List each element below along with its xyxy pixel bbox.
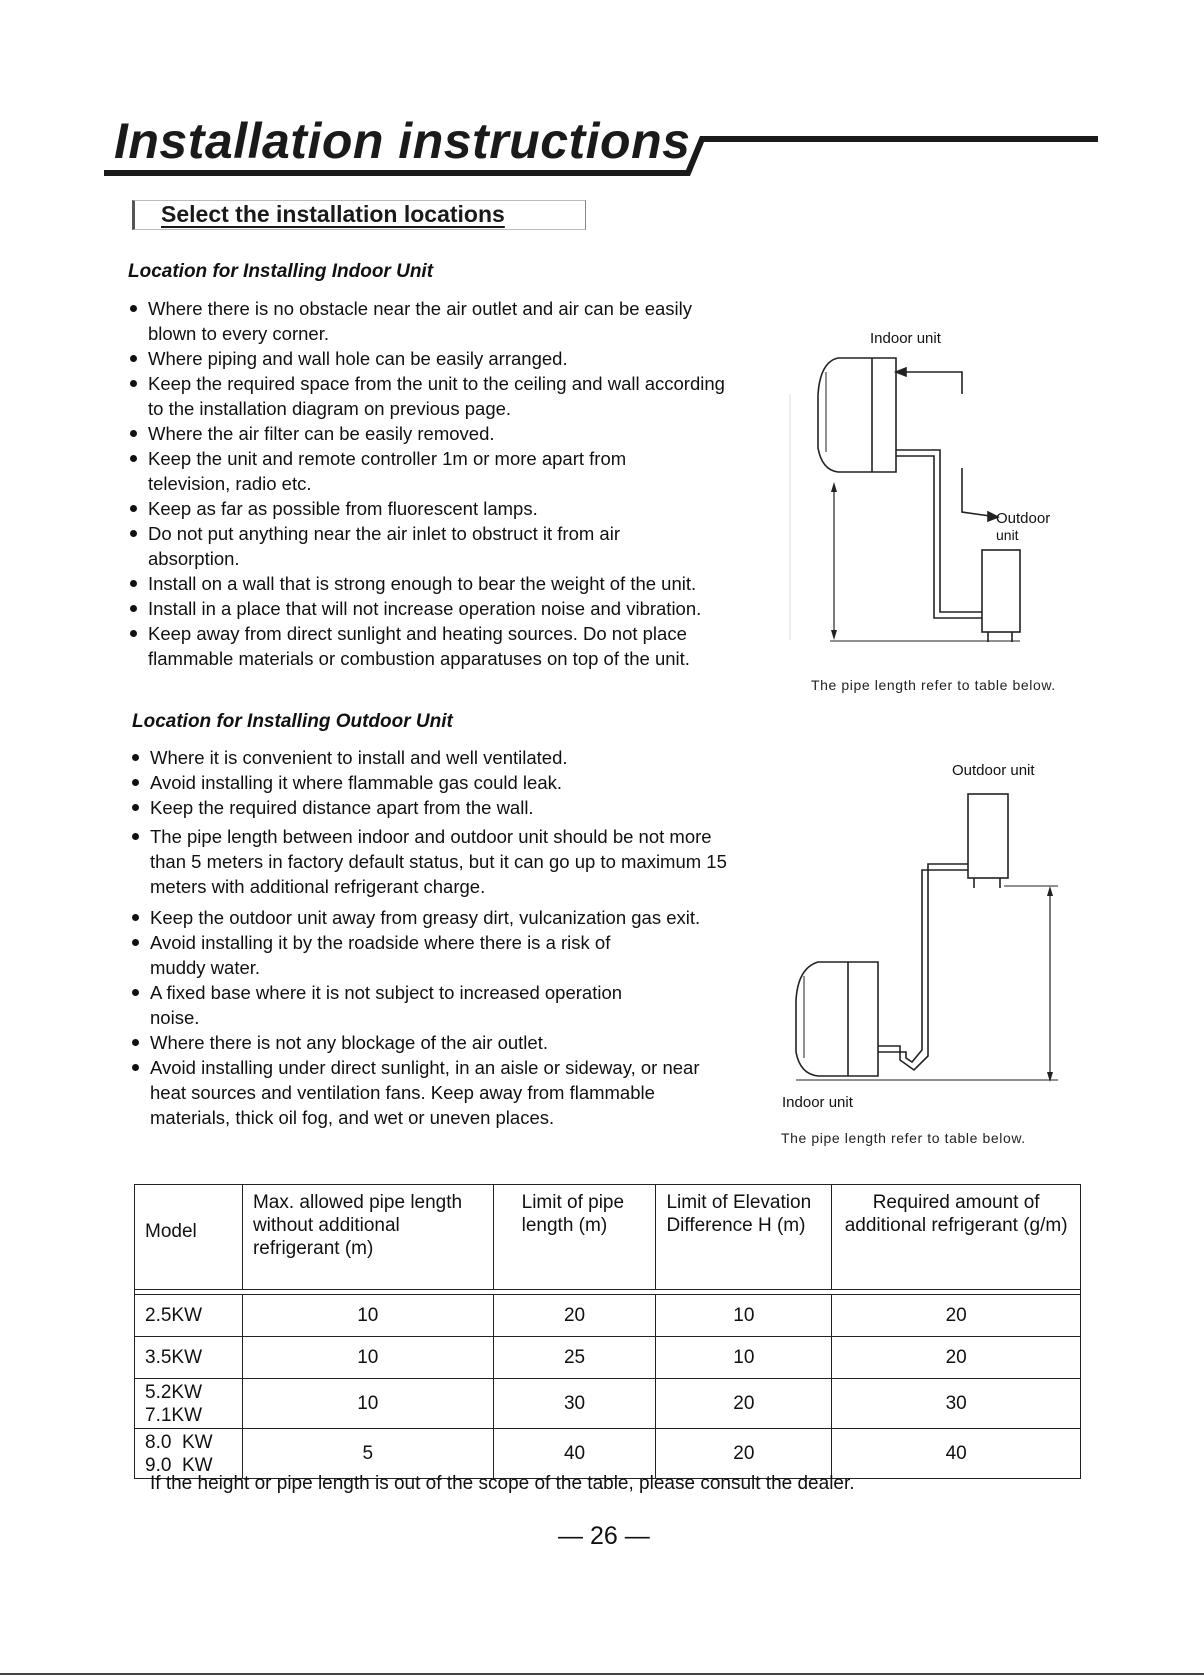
- table-cell: 10: [656, 1295, 832, 1337]
- model-line: 9.0 KW: [145, 1454, 213, 1476]
- list-item: Keep away from direct sunlight and heating sources. Do not place flammable materials or combustion apparatuses on top of the unit.: [126, 621, 786, 671]
- diagram2-indoor-label: Indoor unit: [782, 1094, 853, 1111]
- table-row: [135, 1429, 1081, 1479]
- pipe-length-table: [134, 1184, 1081, 1479]
- model-cell: [135, 1429, 243, 1479]
- table-footnote: If the height or pipe length is out of the scope of the table, please consult the dealer.: [150, 1473, 855, 1494]
- table-header-row: [135, 1185, 1081, 1290]
- list-item: Install in a place that will not increase operation noise and vibration.: [126, 596, 786, 621]
- table-row: [135, 1295, 1081, 1337]
- column-header: Model: [135, 1185, 243, 1290]
- list-item: Avoid installing under direct sunlight, in an aisle or sideway, or near heat sources and ventilation fans. Keep away from flammable materials, thick oil fog, and wet or uneven places.: [128, 1055, 748, 1130]
- table-cell: 25: [493, 1337, 656, 1379]
- list-item: Avoid installing it where flammable gas could leak.: [128, 770, 748, 795]
- diagram1-caption: The pipe length refer to table below.: [811, 677, 1056, 693]
- diagram2-caption: The pipe length refer to table below.: [781, 1130, 1026, 1146]
- table-cell: 30: [493, 1379, 656, 1429]
- list-item: Where there is no obstacle near the air outlet and air can be easily blown to every corner.: [126, 296, 786, 346]
- table-cell: 10: [656, 1337, 832, 1379]
- table-cell: 20: [656, 1379, 832, 1429]
- list-item: Where the air filter can be easily removed.: [126, 421, 786, 446]
- table-cell: 20: [493, 1295, 656, 1337]
- list-item: Keep the outdoor unit away from greasy dirt, vulcanization gas exit.: [128, 905, 748, 930]
- table-row: [135, 1337, 1081, 1379]
- model-line: 8.0 KW: [145, 1431, 213, 1453]
- outdoor-location-heading: Location for Installing Outdoor Unit: [132, 711, 453, 732]
- table-cell: 20: [656, 1429, 832, 1479]
- list-item: Avoid installing it by the roadside where there is a risk of muddy water.: [128, 930, 748, 980]
- list-item: Where there is not any blockage of the air outlet.: [128, 1030, 748, 1055]
- column-header: Max. allowed pipe length without additional refrigerant (m): [242, 1185, 493, 1290]
- list-item: Where piping and wall hole can be easily arranged.: [126, 346, 786, 371]
- page-number: — 26 —: [558, 1522, 650, 1550]
- list-item: A fixed base where it is not subject to increased operation noise.: [128, 980, 748, 1030]
- list-item: Where it is convenient to install and well ventilated.: [128, 745, 748, 770]
- table-cell: 10: [242, 1379, 493, 1429]
- table-cell: 10: [242, 1295, 493, 1337]
- model-cell: [135, 1379, 243, 1429]
- column-header: Limit of pipe length (m): [493, 1185, 656, 1290]
- list-item: Keep as far as possible from fluorescent lamps.: [126, 496, 786, 521]
- table-cell: 40: [493, 1429, 656, 1479]
- table-cell: 10: [242, 1337, 493, 1379]
- model-line: 7.1KW: [145, 1404, 203, 1426]
- table-row: [135, 1379, 1081, 1429]
- list-item: Keep the required distance apart from the wall.: [128, 795, 748, 820]
- model-cell: 3.5KW: [135, 1337, 243, 1379]
- table-cell: 20: [832, 1295, 1081, 1337]
- list-item: The pipe length between indoor and outdoor unit should be not more than 5 meters in factory default status, but it can go up to maximum 15 meters with additional refrigerant charge.: [128, 824, 748, 899]
- table-cell: 30: [832, 1379, 1081, 1429]
- section-heading: Select the installation locations: [161, 201, 505, 227]
- indoor-location-heading: Location for Installing Indoor Unit: [128, 261, 434, 282]
- table-cell: 40: [832, 1429, 1081, 1479]
- table-cell: 20: [832, 1337, 1081, 1379]
- diagram1-outdoor-label-2: unit: [996, 527, 1019, 543]
- table-cell: 5: [242, 1429, 493, 1479]
- column-header: Required amount of additional refrigerant (g/m): [832, 1185, 1081, 1290]
- list-item: Keep the unit and remote controller 1m or more apart from television, radio etc.: [126, 446, 786, 496]
- page-title: Installation instructions: [114, 113, 691, 169]
- list-item: Keep the required space from the unit to the ceiling and wall according to the installation diagram on previous page.: [126, 371, 786, 421]
- diagram1-indoor-label: Indoor unit: [870, 330, 941, 347]
- list-item: Install on a wall that is strong enough to bear the weight of the unit.: [126, 571, 786, 596]
- diagram1-outdoor-label: Outdoor: [996, 510, 1051, 527]
- diagram2-outdoor-label: Outdoor unit: [952, 762, 1035, 779]
- model-cell: 2.5KW: [135, 1295, 243, 1337]
- column-header: Limit of Elevation Difference H (m): [656, 1185, 832, 1290]
- bottom-rule: [0, 1673, 1204, 1675]
- list-item: Do not put anything near the air inlet to obstruct it from air absorption.: [126, 521, 786, 571]
- model-line: 5.2KW: [145, 1381, 203, 1403]
